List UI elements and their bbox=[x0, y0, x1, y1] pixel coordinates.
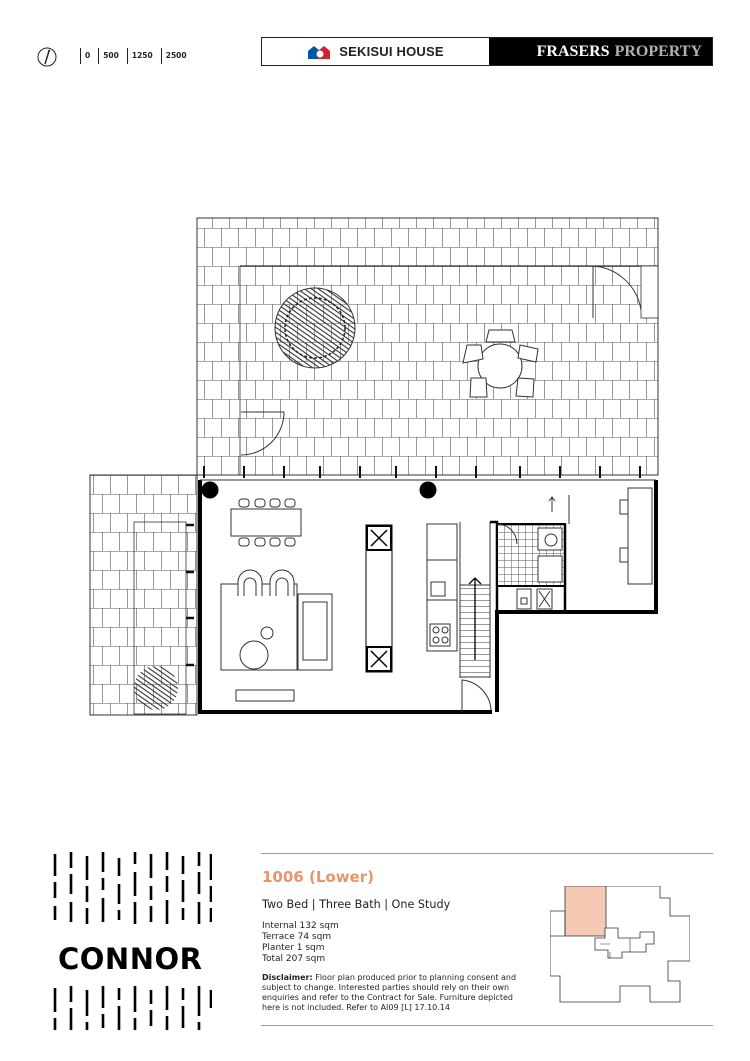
area-schedule bbox=[262, 921, 339, 965]
interior bbox=[199, 480, 656, 712]
frasers-word: FRASERS bbox=[536, 42, 610, 60]
key-plan bbox=[550, 886, 690, 1004]
unit-configuration: Two Bed | Three Bath | One Study bbox=[262, 898, 451, 911]
tree-icon bbox=[275, 288, 355, 368]
property-word: PROPERTY bbox=[614, 42, 702, 60]
column bbox=[202, 482, 219, 499]
terrace-side bbox=[90, 475, 197, 715]
scale-label: 2500 bbox=[161, 48, 195, 64]
area-total: Total 207 sqm bbox=[262, 954, 326, 964]
disclaimer-text: Floor plan produced prior to planning consent and subject to change. Interested parties should rely on their own enquiries and refer to the Contract for Sale. Furniture depicted here is not included. Refer to AI09 [L] 17.10.14 bbox=[262, 973, 517, 1012]
plant-icon bbox=[134, 666, 178, 710]
disclaimer-label: Disclaimer: bbox=[262, 973, 313, 982]
kitchen-island-icon bbox=[366, 525, 392, 672]
scale-label: 500 bbox=[98, 48, 127, 64]
connor-brand-mark bbox=[52, 850, 212, 1030]
scale-label: 0 bbox=[80, 48, 98, 64]
terrace-upper bbox=[197, 218, 658, 478]
kitchen-counter-icon bbox=[427, 524, 457, 651]
area-planter: Planter 1 sqm bbox=[262, 943, 325, 953]
area-internal: Internal 132 sqm bbox=[262, 921, 339, 931]
unit-title: 1006 (Lower) bbox=[262, 868, 374, 886]
area-terrace: Terrace 74 sqm bbox=[262, 932, 332, 942]
disclaimer bbox=[262, 973, 532, 1013]
footer-bottom-rule bbox=[261, 1025, 713, 1026]
footer-top-rule bbox=[261, 853, 713, 854]
brand-name: CONNOR bbox=[58, 942, 203, 976]
sekisui-house-name: SEKISUI HOUSE bbox=[339, 44, 444, 59]
scale-label: 1250 bbox=[127, 48, 161, 64]
column bbox=[420, 482, 437, 499]
